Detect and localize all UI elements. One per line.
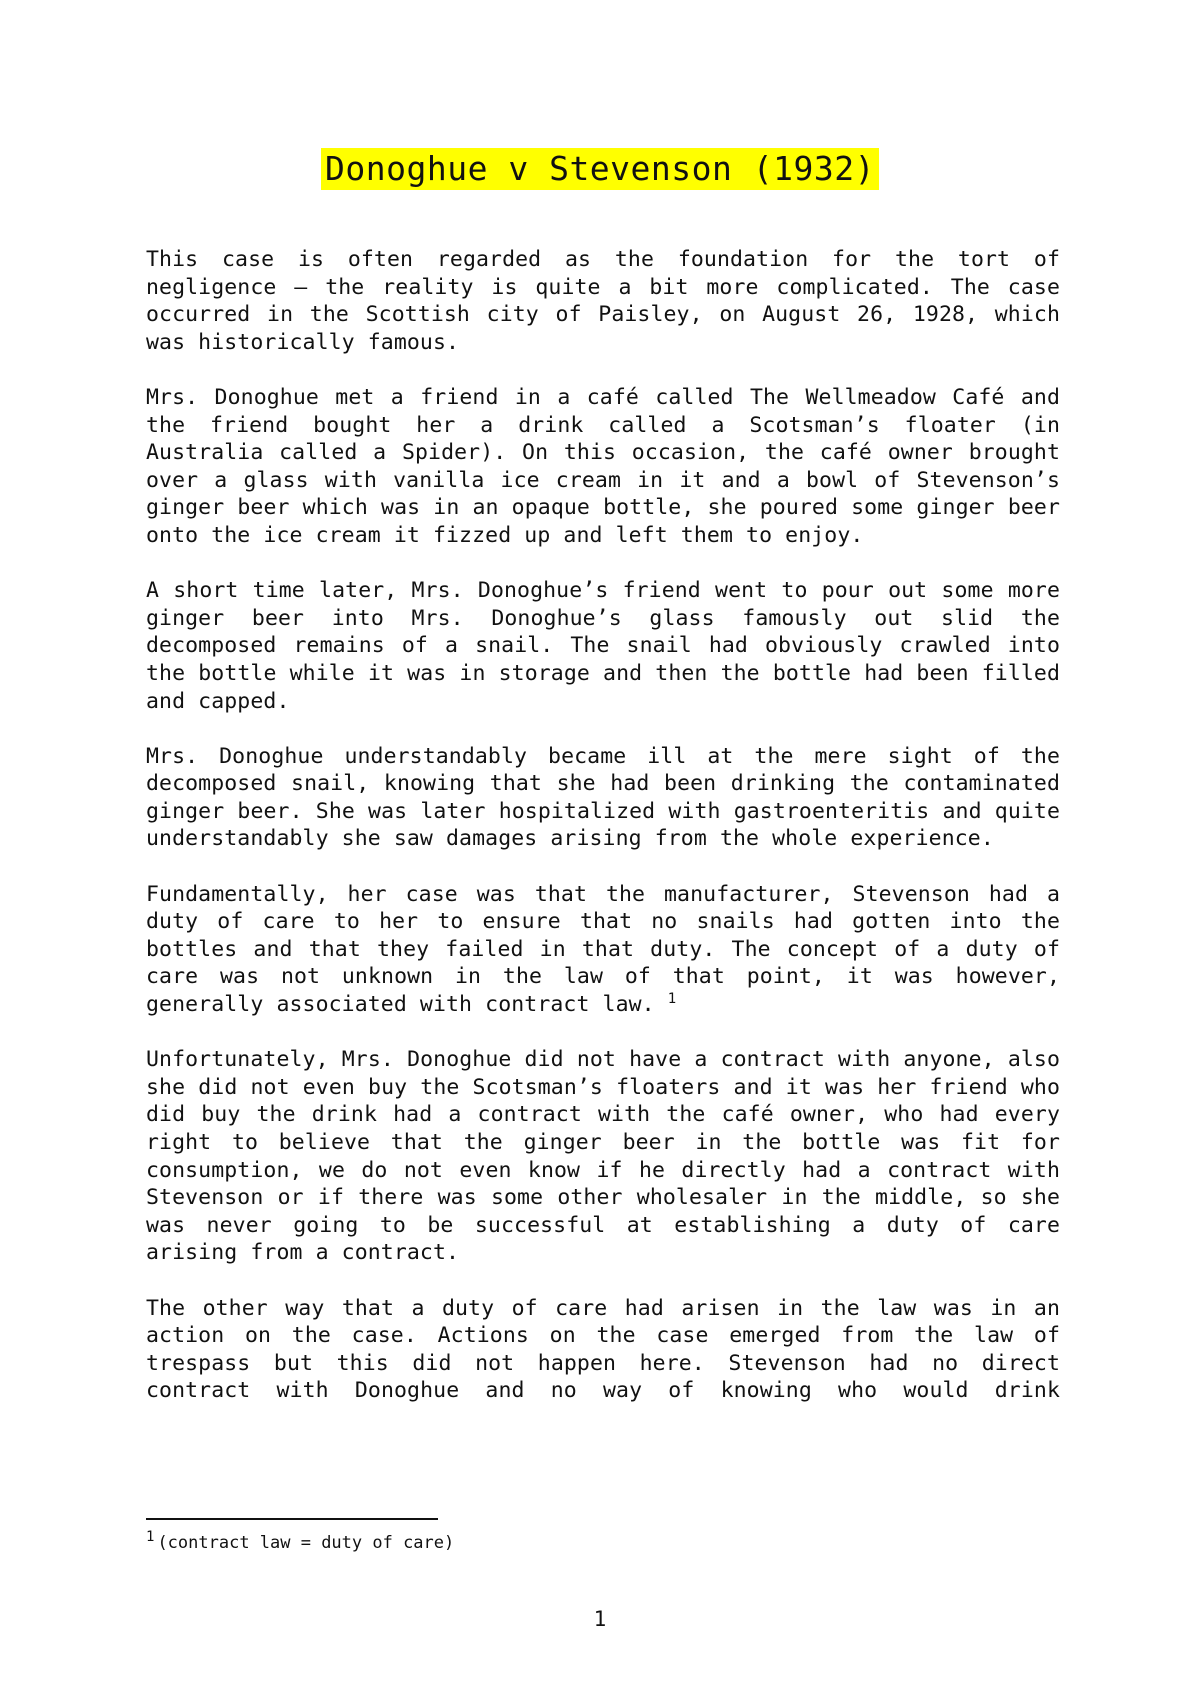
paragraph-6: Unfortunately, Mrs. Donoghue did not have a contract with anyone, also she did not even buy the Scotsman’s floaters and it was her friend who did buy the drink had a contract with the café owner, who had every right to believe that the ginger beer in the bottle was fit for consumption, we do not even know if he directly had a contract with Stevenson or if there was some other wholesaler in the middle, so she was never going to be successful at establishing a duty of care arising from a contract. [146, 1047, 1060, 1266]
paragraph-2: Mrs. Donoghue met a friend in a café called The Wellmeadow Café and the friend bought her a drink called a Scotsman’s floater (in Australia called a Spider). On this occasion, the café owner brought over a glass with vanilla ice cream in it and a bowl of Stevenson’s ginger beer which was in an opaque bottle, she poured some ginger beer onto the ice cream it fizzed up and left them to enjoy. [146, 384, 1060, 548]
document-body [146, 246, 1060, 1405]
footnote [146, 1529, 455, 1554]
paragraph-1: This case is often regarded as the foundation for the tort of negligence – the reality is quite a bit more complicated. The case occurred in the Scottish city of Paisley, on August 26, 1928, which was historically famous. [146, 247, 1060, 355]
footnote-marker: 1 [146, 1529, 155, 1546]
page-number: 1 [593, 1607, 607, 1631]
footnote-reference[interactable]: 1 [667, 990, 677, 1007]
footnote-separator [146, 1518, 438, 1520]
paragraph-4: Mrs. Donoghue understandably became ill at the mere sight of the decomposed snail, knowing that she had been drinking the contaminated ginger beer. She was later hospitalized with gastroenteritis and quite understandably she saw damages arising from the whole experience. [146, 743, 1060, 852]
paragraph-5 [146, 881, 1060, 1019]
paragraph-3: A short time later, Mrs. Donoghue’s friend went to pour out some more ginger beer into Mrs. Donoghue’s glass famously out slid the decomposed remains of a snail. The snail had obviously crawled into the bottle while it was in storage and then the bottle had been filled and capped. [146, 578, 1060, 714]
paragraph-7: The other way that a duty of care had arisen in the law was in an action on the case. Actions on the case emerged from the law of trespass but this did not happen here. Stevenson had no direct contract with Donoghue and no way of knowing who would drink [146, 1295, 1060, 1404]
title-container [0, 148, 1200, 190]
footnote-text: (contract law = duty of care) [157, 1533, 455, 1553]
document-title: Donoghue v Stevenson (1932) [321, 148, 879, 190]
paragraph-5-text: Fundamentally, her case was that the manufacturer, Stevenson had a duty of care to her to ensure that no snails had gotten into the bottles and that they failed in that duty. The concept of a duty of care was not unknown in the law of that point, it was however, generally associated with contract law. [146, 881, 1060, 1018]
